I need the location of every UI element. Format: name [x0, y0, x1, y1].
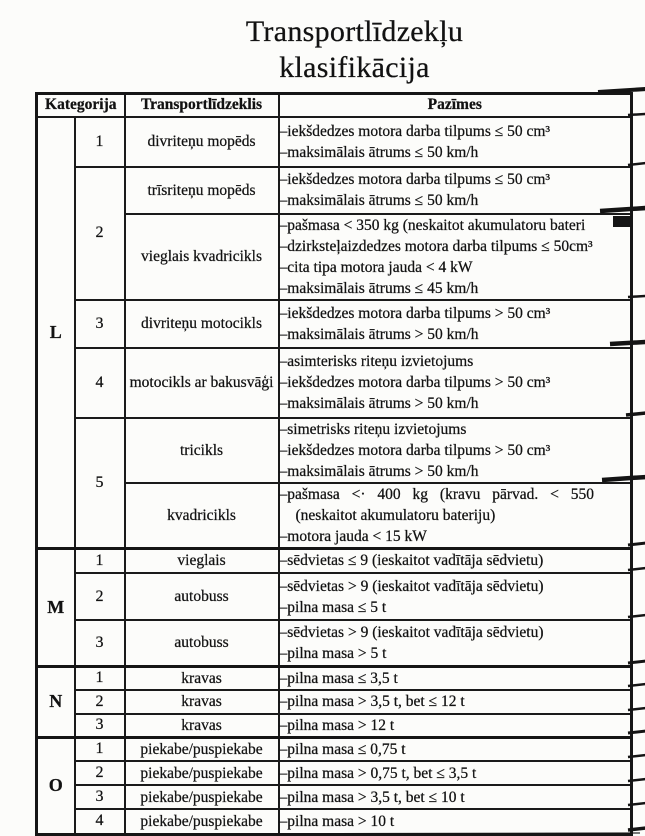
- feature-line: –iekšdedzes motora darba tilpums ≤ 50 cm³: [279, 122, 551, 140]
- class-number-cell: 5: [75, 418, 125, 549]
- header-features: Pazīmes: [279, 94, 632, 117]
- vehicle-type-cell: autobuss: [125, 620, 279, 666]
- feature-line: –sēdvietas > 9 (ieskaitot vadītāja sēdvietu): [279, 577, 544, 595]
- classification-table: [35, 92, 633, 836]
- feature-line: –maksimālais ātrums > 50 km/h: [279, 325, 479, 343]
- table-row: [37, 548, 632, 573]
- feature-line: –cita tipa motora jauda < 4 kW: [279, 258, 473, 276]
- table-row: [37, 418, 632, 483]
- page-title-line-2: klasifikācija: [279, 51, 430, 84]
- class-number-cell: 2: [75, 167, 125, 300]
- class-number-cell: 4: [75, 809, 125, 834]
- table-row: [37, 573, 632, 620]
- page-title-line-1: Transportlīdzekļu: [245, 15, 464, 48]
- feature-line: –pilna masa ≤ 0,75 t: [279, 740, 406, 758]
- class-number-cell: 3: [75, 620, 125, 666]
- features-cell: [279, 300, 632, 348]
- class-number-cell: 2: [75, 573, 125, 620]
- feature-line: –pilna masa ≤ 3,5 t: [279, 669, 398, 687]
- feature-line: –motora jauda < 15 kW: [279, 527, 427, 545]
- vehicle-type-cell: piekabe/puspiekabe: [125, 809, 279, 834]
- table-row: [37, 620, 632, 666]
- vehicle-type-cell: vieglais: [125, 548, 279, 573]
- feature-line: –simetrisks riteņu izvietojums: [279, 420, 467, 438]
- features-cell: [279, 167, 632, 214]
- feature-line: –pašmasa <· 400 kg (kravu pārvad. < 550: [279, 485, 595, 503]
- vehicle-type-cell: piekabe/puspiekabe: [125, 785, 279, 809]
- table-row: [37, 737, 632, 761]
- table-row: [37, 714, 632, 738]
- vehicle-type-cell: piekabe/puspiekabe: [125, 737, 279, 761]
- feature-line: –asimterisks riteņu izvietojums: [279, 353, 474, 370]
- table-row: [37, 167, 632, 214]
- feature-line: (neskaitot akumulatoru bateriju): [295, 506, 496, 524]
- features-cell: [279, 809, 632, 834]
- features-cell: [279, 483, 632, 549]
- vehicle-type-cell: tricikls: [125, 418, 279, 483]
- table-row: [37, 761, 632, 785]
- table-row: [37, 666, 632, 690]
- table-row: [37, 117, 632, 167]
- class-number-cell: 2: [75, 690, 125, 714]
- class-number-cell: 1: [75, 117, 125, 167]
- feature-line: –iekšdedzes motora darba tilpums ≤ 50 cm³: [279, 171, 551, 188]
- features-cell: [279, 348, 632, 418]
- vehicle-type-cell: divriteņu mopēds: [125, 117, 279, 167]
- feature-line: –pašmasa < 350 kg (neskaitot akumulatoru bateri: [279, 216, 586, 234]
- features-cell: [279, 548, 632, 573]
- category-cell-M: M: [37, 548, 75, 666]
- features-cell: [279, 761, 632, 785]
- vehicle-type-cell: trīsriteņu mopēds: [125, 167, 279, 214]
- feature-line: –dzirksteļaizdedzes motora darba tilpums ≤ 50cm³: [279, 237, 593, 255]
- page-title: [32, 14, 645, 86]
- table-row: [37, 348, 632, 418]
- class-number-cell: 3: [75, 300, 125, 348]
- feature-line: –sēdvietas ≤ 9 (ieskaitot vadītāja sēdvietu): [279, 552, 544, 570]
- class-number-cell: 1: [75, 666, 125, 690]
- feature-line: –maksimālais ātrums > 50 km/h: [279, 462, 479, 480]
- features-cell: [279, 214, 632, 300]
- features-cell: [279, 785, 632, 809]
- feature-line: –pilna masa > 10 t: [279, 812, 395, 830]
- vehicle-type-cell: motocikls ar bakusvāģi: [125, 348, 279, 418]
- feature-line: –maksimālais ātrums ≤ 50 km/h: [279, 192, 479, 209]
- table-row: [37, 214, 632, 300]
- header-category: Kategorija: [37, 94, 125, 117]
- feature-line: –maksimālais ātrums ≤ 50 km/h: [279, 143, 479, 161]
- class-number-cell: 3: [75, 785, 125, 809]
- class-number-cell: 4: [75, 348, 125, 418]
- features-cell: [279, 573, 632, 620]
- table-header-row: [37, 94, 632, 117]
- feature-line: –pilna masa > 3,5 t, bet ≤ 10 t: [279, 788, 465, 806]
- category-cell-N: N: [37, 666, 75, 737]
- features-cell: [279, 690, 632, 714]
- table-row: [37, 483, 632, 549]
- header-vehicle: Transportlīdzeklis: [125, 94, 279, 117]
- vehicle-type-cell: piekabe/puspiekabe: [125, 761, 279, 785]
- feature-line: –iekšdedzes motora darba tilpums > 50 cm³: [279, 441, 551, 459]
- feature-line: –pilna masa > 12 t: [279, 716, 395, 734]
- category-cell-L: L: [37, 117, 75, 549]
- feature-line: –maksimālais ātrums ≤ 45 km/h: [279, 279, 479, 297]
- table-row: [37, 690, 632, 714]
- feature-line: –iekšdedzes motora darba tilpums > 50 cm³: [279, 374, 551, 391]
- class-number-cell: 1: [75, 737, 125, 761]
- feature-line: –pilna masa > 5 t: [279, 644, 387, 662]
- features-cell: [279, 418, 632, 483]
- feature-line: –pilna masa > 3,5 t, bet ≤ 12 t: [279, 693, 465, 710]
- features-cell: [279, 117, 632, 167]
- feature-line: –sēdvietas > 9 (ieskaitot vadītāja sēdvietu): [279, 623, 544, 641]
- feature-line: –pilna masa ≤ 5 t: [279, 598, 387, 616]
- features-cell: [279, 620, 632, 666]
- vehicle-type-cell: vieglais kvadricikls: [125, 214, 279, 300]
- features-cell: [279, 737, 632, 761]
- features-cell: [279, 666, 632, 690]
- class-number-cell: 2: [75, 761, 125, 785]
- feature-line: –maksimālais ātrums > 50 km/h: [279, 395, 479, 412]
- table-row: [37, 785, 632, 809]
- table-row: [37, 809, 632, 834]
- feature-line: –iekšdedzes motora darba tilpums > 50 cm³: [279, 304, 551, 322]
- vehicle-type-cell: kravas: [125, 690, 279, 714]
- vehicle-type-cell: kravas: [125, 714, 279, 738]
- vehicle-type-cell: autobuss: [125, 573, 279, 620]
- table-row: [37, 300, 632, 348]
- vehicle-type-cell: kravas: [125, 666, 279, 690]
- class-number-cell: 1: [75, 548, 125, 573]
- vehicle-type-cell: divriteņu motocikls: [125, 300, 279, 348]
- category-cell-O: O: [37, 737, 75, 834]
- feature-line: –pilna masa > 0,75 t, bet ≤ 3,5 t: [279, 764, 477, 782]
- vehicle-type-cell: kvadricikls: [125, 483, 279, 549]
- features-cell: [279, 714, 632, 738]
- class-number-cell: 3: [75, 714, 125, 738]
